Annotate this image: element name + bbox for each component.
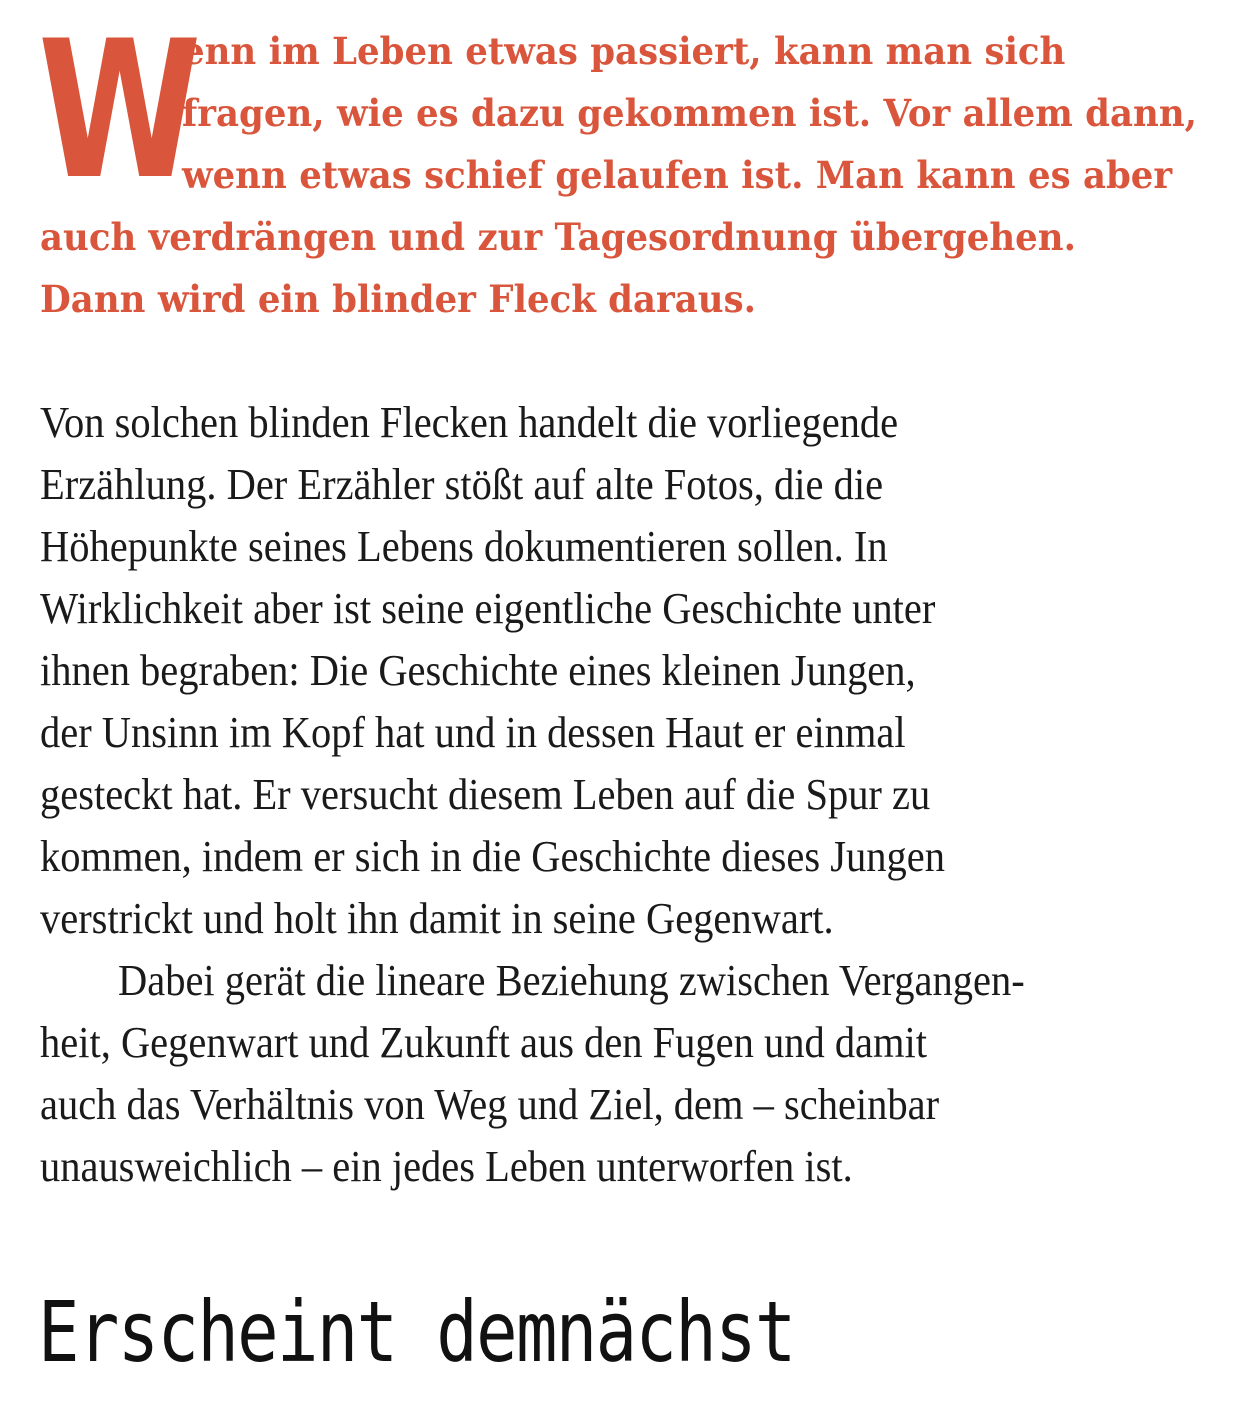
coming-soon-heading: Erscheint demnächst <box>38 1283 795 1381</box>
lead-line-5: Dann wird ein blinder Fleck daraus. <box>40 277 756 321</box>
body-line-5: ihnen begraben: Die Geschichte eines kleinen Jungen, <box>40 646 916 695</box>
body-line-13: unausweichlich – ein jedes Leben unterworfen ist. <box>40 1142 853 1191</box>
body-line-6: der Unsinn im Kopf hat und in dessen Haut er einmal <box>40 708 906 757</box>
drop-cap-letter: W <box>38 0 199 221</box>
body-line-10: Dabei gerät die lineare Beziehung zwischen Vergangen- <box>118 956 1025 1005</box>
body-line-1: Von solchen blinden Flecken handelt die vorliegende <box>40 398 899 447</box>
body-line-4: Wirklichkeit aber ist seine eigentliche Geschichte unter <box>40 584 936 633</box>
body-line-7: gesteckt hat. Er versucht diesem Leben auf die Spur zu <box>40 770 931 819</box>
body-line-9: verstrickt und holt ihn damit in seine Gegenwart. <box>40 894 834 943</box>
body-line-8: kommen, indem er sich in die Geschichte dieses Jungen <box>40 832 945 881</box>
lead-line-4: auch verdrängen und zur Tagesordnung übergehen. <box>40 215 1076 259</box>
body-line-2: Erzählung. Der Erzähler stößt auf alte Fotos, die die <box>40 460 884 509</box>
body-line-12: auch das Verhältnis von Weg und Ziel, dem – scheinbar <box>40 1080 940 1129</box>
lead-line-1: enn im Leben etwas passiert, kann man sich <box>182 29 1066 73</box>
lead-line-2: fragen, wie es dazu gekommen ist. Vor allem dann, <box>182 91 1198 135</box>
lead-line-3: wenn etwas schief gelaufen ist. Man kann es aber <box>182 153 1173 197</box>
body-line-11: heit, Gegenwart und Zukunft aus den Fugen und damit <box>40 1018 928 1067</box>
body-line-3: Höhepunkte seines Lebens dokumentieren sollen. In <box>40 522 888 571</box>
